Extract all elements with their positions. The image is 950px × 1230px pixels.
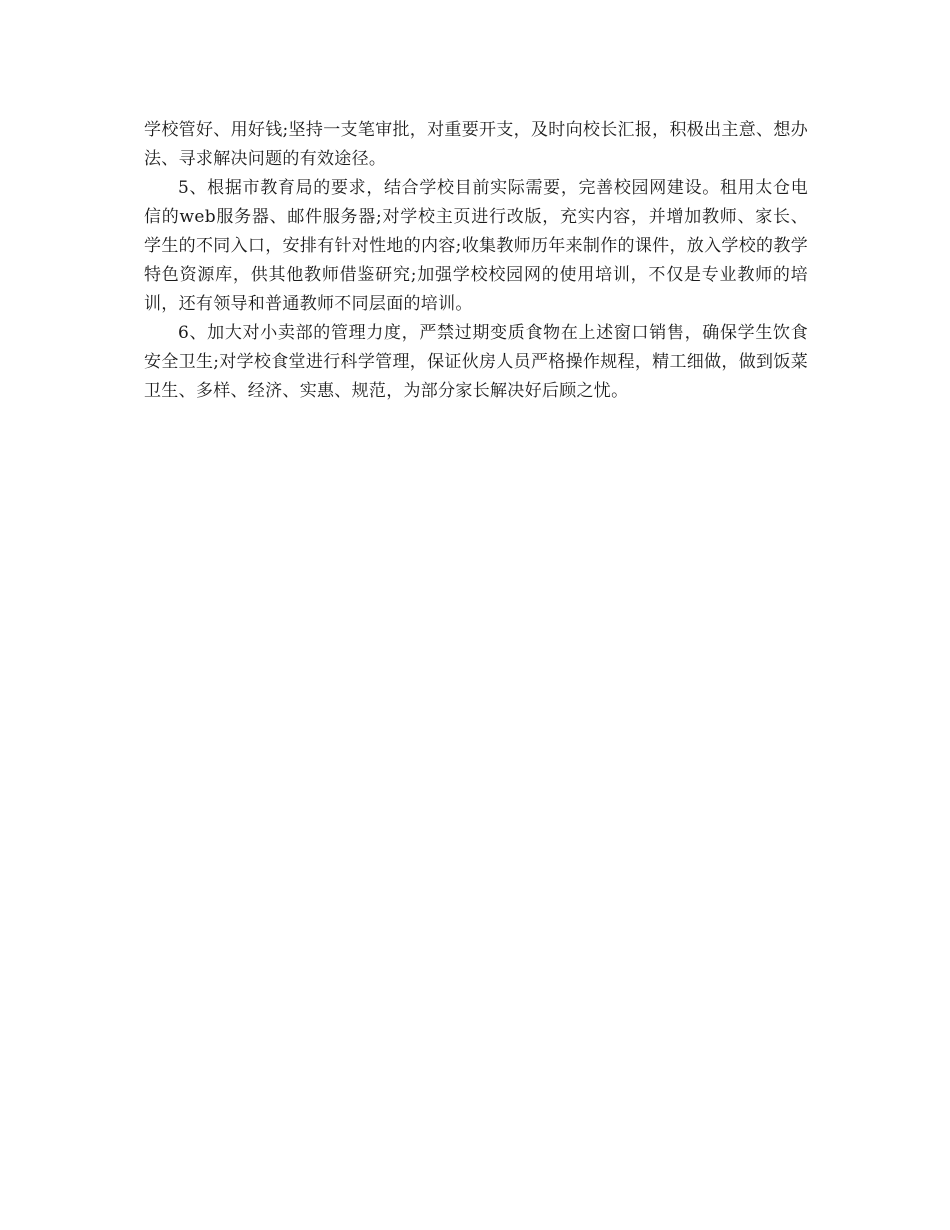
paragraph-continued: 学校管好、用好钱;坚持一支笔审批，对重要开支，及时向校长汇报，积极出主意、想办法、寻求解决问题的有效途径。 [144,120,808,169]
paragraph-item-5: 5、根据市教育局的要求，结合学校目前实际需要，完善校园网建设。租用太仓电信的web服务器、邮件服务器;对学校主页进行改版，充实内容，并增加教师、家长、学生的不同入口，安排有针对性地的内容;收集教师历年来制作的课件，放入学校的教学特色资源库，供其他教师借鉴研究;加强学校校园网的使用培训，不仅是专业教师的培训，还有领导和普通教师不同层面的培训。 [144,178,808,314]
paragraph-item-6: 6、加大对小卖部的管理力度，严禁过期变质食物在上述窗口销售，确保学生饮食安全卫生;对学校食堂进行科学管理，保证伙房人员严格操作规程，精工细做，做到饭菜卫生、多样、经济、实惠、规范，为部分家长解决好后顾之忧。 [144,323,808,401]
document-body [144,116,808,406]
